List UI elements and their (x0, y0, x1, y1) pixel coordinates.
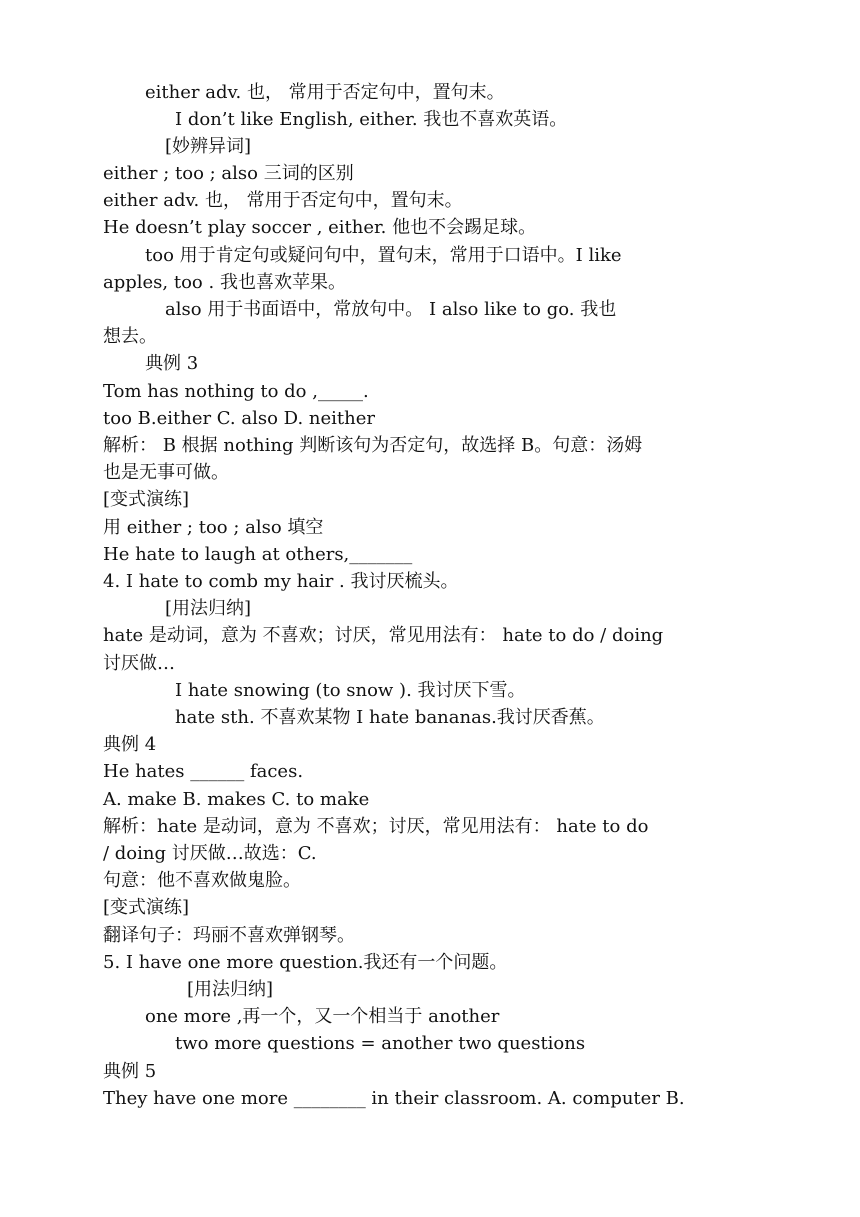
text-line: too 用于肯定句或疑问句中，置句末，常用于口语中。I like (145, 245, 622, 266)
text-line: 翻译句子：玛丽不喜欢弹钢琴。 (103, 925, 355, 946)
text-line: He hates ______ faces. (103, 761, 304, 782)
text-line: 句意：他不喜欢做鬼脸。 (103, 870, 301, 891)
text-line: I hate snowing (to snow ). 我讨厌下雪。 (175, 680, 526, 701)
text-line: 也是无事可做。 (103, 462, 229, 483)
text-line: also 用于书面语中，常放句中。 I also like to go. 我也 (165, 299, 617, 320)
text-line: Tom has nothing to do ,_____. (103, 381, 369, 402)
text-line: 5. I have one more question.我还有一个问题。 (103, 952, 508, 973)
text-line: [变式演练] (103, 897, 190, 918)
text-line: 典例 3 (145, 353, 199, 374)
text-line: A. make B. makes C. to make (103, 789, 370, 810)
text-line: 典例 4 (103, 734, 157, 755)
text-line: two more questions = another two questions (175, 1033, 586, 1054)
text-line: hate 是动词，意为 不喜欢；讨厌，常见用法有： hate to do / doing (103, 625, 664, 646)
text-line: [变式演练] (103, 489, 190, 510)
text-line: [妙辨异词] (165, 136, 252, 157)
text-line: apples, too . 我也喜欢苹果。 (103, 272, 346, 293)
text-line: 讨厌做… (103, 653, 175, 674)
text-line: 解析： B 根据 nothing 判断该句为否定句，故选择 B。句意：汤姆 (103, 435, 643, 456)
text-line: He doesn’t play soccer , either. 他也不会踢足球。 (103, 217, 537, 238)
text-line: He hate to laugh at others,_______ (103, 544, 413, 565)
text-line: hate sth. 不喜欢某物 I hate bananas.我讨厌香蕉。 (175, 707, 605, 728)
text-line: They have one more ________ in their classroom. A. computer B. (103, 1088, 685, 1109)
text-line: either ; too ; also 三词的区别 (103, 163, 354, 184)
text-line: either adv. 也， 常用于否定句中，置句末。 (145, 82, 505, 103)
text-line: 典例 5 (103, 1061, 157, 1082)
text-line: one more ,再一个，又一个相当于 another (145, 1006, 500, 1027)
text-line: too B.either C. also D. neither (103, 408, 375, 429)
text-line: either adv. 也， 常用于否定句中，置句末。 (103, 190, 463, 211)
text-line: [用法归纳] (187, 979, 274, 1000)
text-line: 想去。 (103, 326, 157, 347)
text-line: / doing 讨厌做…故选：C. (103, 843, 317, 864)
text-line: 4. I hate to comb my hair . 我讨厌梳头。 (103, 571, 459, 592)
text-line: 解析：hate 是动词，意为 不喜欢；讨厌，常见用法有： hate to do (103, 816, 649, 837)
text-line: I don’t like English, either. 我也不喜欢英语。 (175, 109, 568, 130)
text-line: [用法归纳] (165, 598, 252, 619)
text-line: 用 either ; too ; also 填空 (103, 517, 324, 538)
